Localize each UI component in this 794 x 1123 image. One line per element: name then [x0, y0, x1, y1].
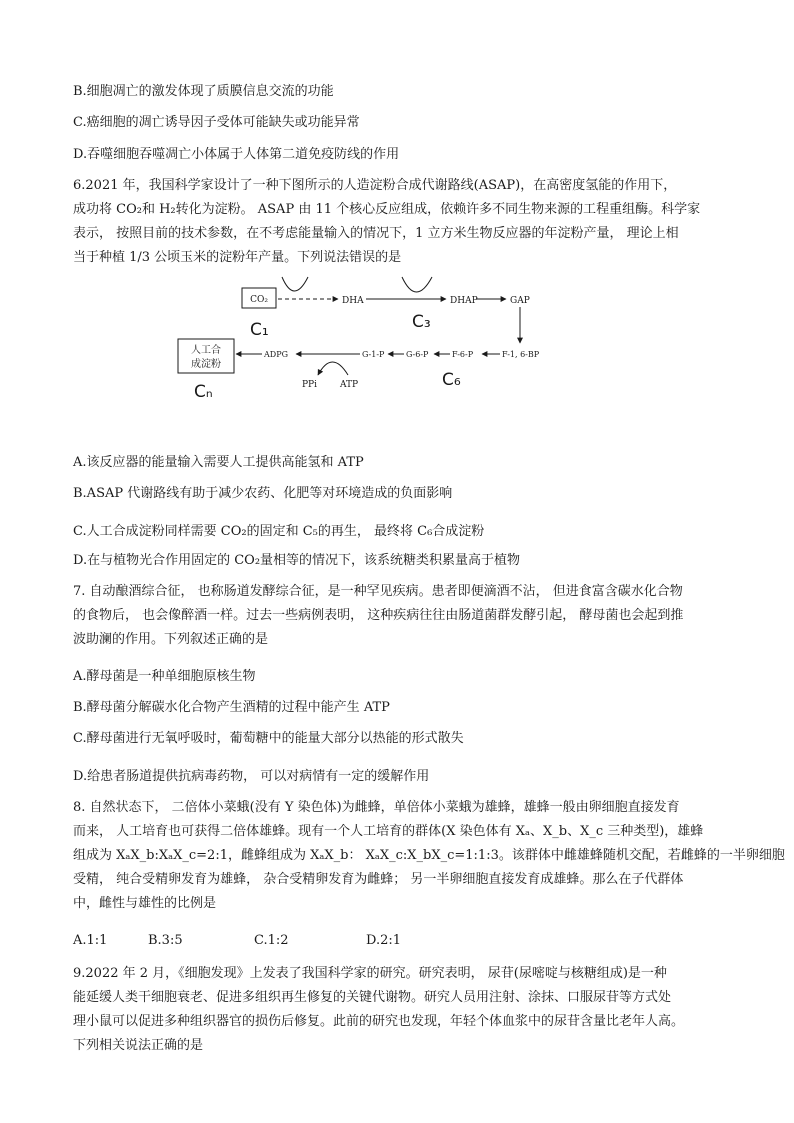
q6-option-a: A.该反应器的能量输入需要人工提供高能氢和 ATP [73, 455, 364, 470]
c3-label: C₃ [412, 312, 431, 332]
dha-label: DHA [342, 296, 364, 306]
g6p-label: G-6-P [406, 350, 429, 359]
gap-label: GAP [510, 296, 530, 306]
c6-label: C₆ [442, 370, 461, 390]
q8-option-b: B.3:5 [148, 933, 183, 948]
c3-arc [402, 277, 432, 292]
q8-option-a: A.1:1 [73, 933, 108, 948]
atp-label: ATP [340, 380, 359, 390]
q8-stem-line-2: 而来， 人工培育也可获得二倍体雄蜂。现有一个人工培育的群体(X 染色体有 Xₐ、X_b、X_c 三种类型)，雄蜂 [73, 824, 704, 839]
c1-arc [282, 277, 308, 291]
q9-stem-line-3: 理小鼠可以促进多种组织器官的损伤后修复。此前的研究也发现，年轻个体血浆中的尿苷含量比老年人高。 [73, 1014, 685, 1029]
q8-stem-line-4: 受精， 纯合受精卵发育为雄蜂， 杂合受精卵发育为雌蜂； 另一半卵细胞直接发育成雄蜂。那么在子代群体 [73, 872, 684, 887]
starch-label-1: 人工合 [191, 345, 221, 356]
atp-ppi-arc [318, 362, 348, 375]
q8-option-d: D.2:1 [366, 933, 402, 948]
q6-stem-line-1: 6.2021 年，我国科学家设计了一种下图所示的人造淀粉合成代谢路线(ASAP)，在高密度氢能的作用下， [73, 178, 677, 193]
q8-option-c: C.1:2 [254, 933, 289, 948]
q7-stem-line-2: 的食物后， 也会像醉酒一样。过去一些病例表明， 这种疾病往往由肠道菌群发酵引起， 酵母菌也会起到推 [73, 608, 684, 623]
q8-stem-line-3: 组成为 XₐX_b:XₐX_c=2:1，雌蜂组成为 XₐX_b： XₐX_c:X_bX_c=1:1:3。该群体中雌雄蜂随机交配，若雌蜂的一半卵细胞 [73, 848, 785, 863]
c1-label: C₁ [250, 320, 269, 340]
q6-option-c: C.人工合成淀粉同样需要 CO₂的固定和 C₅的再生， 最终将 C₆合成淀粉 [73, 524, 485, 539]
asap-pathway-diagram [170, 275, 590, 405]
q7-option-a: A.酵母菌是一种单细胞原核生物 [73, 669, 256, 684]
adpg-label: ADPG [264, 350, 288, 359]
q5-option-c: C.癌细胞的凋亡诱导因子受体可能缺失或功能异常 [73, 115, 360, 130]
cn-label: Cₙ [194, 382, 213, 402]
ppi-label: PPi [302, 380, 317, 390]
q9-stem-line-4: 下列相关说法正确的是 [73, 1038, 204, 1053]
q6-option-d: D.在与植物光合作用固定的 CO₂量相等的情况下，该系统糖类积累量高于植物 [73, 553, 521, 568]
co2-label: CO₂ [250, 295, 268, 305]
q9-stem-line-1: 9.2022 年 2 月，《细胞发现》上发表了我国科学家的研究。研究表明， 尿苷(尿嘧啶与核糖组成)是一种 [73, 966, 667, 981]
q9-stem-line-2: 能延缓人类干细胞衰老、促进多组织再生修复的关键代谢物。研究人员用注射、涂抹、口服尿苷等方式处 [73, 990, 672, 1005]
q7-stem-line-1: 7. 自动酿酒综合征， 也称肠道发酵综合征，是一种罕见疾病。患者即便滴酒不沾， 但进食富含碳水化合物 [73, 584, 683, 599]
q8-options [73, 933, 733, 949]
q7-option-d: D.给患者肠道提供抗病毒药物， 可以对病情有一定的缓解作用 [73, 769, 430, 784]
q5-option-b: B.细胞凋亡的激发体现了质膜信息交流的功能 [73, 84, 334, 99]
q5-option-d: D.吞噬细胞吞噬凋亡小体属于人体第二道免疫防线的作用 [73, 147, 400, 162]
q7-stem-line-3: 波助澜的作用。下列叙述正确的是 [73, 632, 269, 647]
f6p-label: F-6-P [452, 350, 474, 359]
q7-option-b: B.酵母菌分解碳水化合物产生酒精的过程中能产生 ATP [73, 700, 390, 715]
q6-stem-line-3: 表示， 按照目前的技术参数，在不考虑能量输入的情况下，1 立方米生物反应器的年淀粉产量， 理论上相 [73, 226, 679, 241]
g1p-label: G-1-P [362, 350, 385, 359]
f16bp-label: F-1, 6-BP [502, 350, 540, 359]
q8-stem-line-1: 8. 自然状态下， 二倍体小菜蛾(没有 Y 染色体)为雌蜂，单倍体小菜蛾为雄蜂，雄蜂一般由卵细胞直接发育 [73, 800, 680, 815]
q7-option-c: C.酵母菌进行无氧呼吸时，葡萄糖中的能量大部分以热能的形式散失 [73, 731, 464, 746]
starch-label-2: 成淀粉 [191, 359, 221, 370]
q8-stem-line-5: 中，雌性与雄性的比例是 [73, 896, 217, 911]
q6-stem-line-2: 成功将 CO₂和 H₂转化为淀粉。 ASAP 由 11 个核心反应组成，依赖许多不同生物来源的工程重组酶。科学家 [73, 202, 701, 217]
q6-option-b: B.ASAP 代谢路线有助于减少农药、化肥等对环境造成的负面影响 [73, 486, 453, 501]
q6-stem-line-4: 当于种植 1/3 公顷玉米的淀粉年产量。下列说法错误的是 [73, 250, 402, 265]
dhap-label: DHAP [450, 296, 478, 306]
